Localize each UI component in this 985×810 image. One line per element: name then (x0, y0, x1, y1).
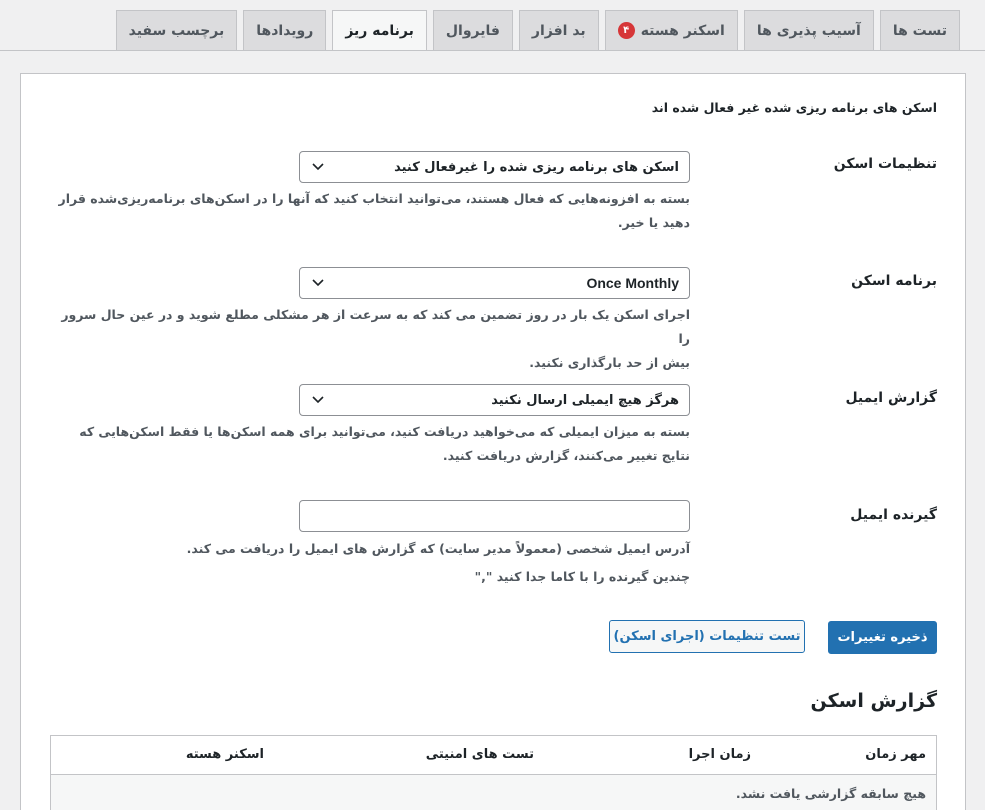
description-line: بیش از حد بارگذاری نکنید. (529, 355, 690, 370)
description-line: دهید یا خیر. (617, 215, 690, 230)
description-line: اجرای اسکن یک بار در روز تضمین می کند که به سرعت از هر مشکلی مطلع شوید و در عین حال سرور را (61, 307, 690, 346)
tab-label: بد افزار (531, 22, 586, 39)
column-header-run-time: زمان اجرا (688, 747, 751, 762)
description-line: بسته به میزان ایمیلی که می‌خواهید دریافت کنید، می‌توانید برای همه اسکن‌ها یا فقط اسکن‌هایی که (79, 424, 690, 439)
tab-vulnerabilities[interactable] (744, 10, 874, 50)
email-recipient-description (50, 537, 690, 589)
tab-firewall[interactable] (433, 10, 513, 50)
tab-events[interactable] (243, 10, 326, 50)
tab-divider (0, 50, 985, 51)
tab-label: فایروال (445, 22, 500, 39)
scan-settings-value: اسکن های برنامه ریزی شده را غیرفعال کنید (394, 159, 679, 175)
scan-schedule-description (50, 303, 690, 375)
column-header-security-tests: تست های امنیتی (425, 747, 534, 762)
table-header (51, 736, 936, 775)
email-report-label: گزارش ایمیل (845, 390, 937, 406)
tab-label: برچسب سفید (128, 22, 225, 39)
tab-label: اسکنر هسته (640, 22, 725, 39)
scan-report-table (50, 735, 937, 810)
description-line: نتایج تغییر می‌کنند، گزارش دریافت کنید. (442, 448, 690, 463)
column-header-core-scanner: اسکنر هسته (185, 747, 264, 762)
email-report-value: هرگز هیچ ایمیلی ارسال نکنید (491, 392, 679, 408)
tab-core-scanner[interactable] (605, 10, 738, 50)
email-report-description (50, 420, 690, 468)
tab-label: آسیب پذیری ها (756, 22, 861, 39)
email-report-select[interactable] (299, 384, 690, 416)
tab-label: تست ها (892, 22, 947, 39)
tab-whitelist[interactable] (116, 10, 238, 50)
table-row (51, 775, 936, 810)
column-header-timestamp: مهر زمان (865, 747, 926, 762)
scan-settings-label: تنظیمات اسکن (833, 156, 937, 172)
notification-badge: ۴ (618, 22, 635, 39)
tab-scheduler[interactable] (332, 10, 427, 51)
email-recipient-label: گیرنده ایمیل (850, 507, 937, 523)
disabled-notice: اسکن های برنامه ریزی شده غیر فعال شده اند (651, 100, 937, 115)
chevron-down-icon (312, 161, 324, 173)
scan-schedule-value: Once Monthly (586, 275, 679, 291)
tab-tests[interactable] (880, 10, 960, 50)
scan-settings-select[interactable] (299, 151, 690, 183)
test-settings-button[interactable]: تست تنظیمات (اجرای اسکن) (609, 620, 805, 653)
chevron-down-icon (312, 277, 324, 289)
scan-report-title: گزارش اسکن (810, 690, 937, 712)
scan-schedule-label: برنامه اسکن (851, 273, 937, 289)
empty-message: هیچ سابقه گزارشی یافت نشد. (735, 786, 926, 801)
description-line: آدرس ایمیل شخصی (معمولاً مدیر سایت) که گزارش های ایمیل را دریافت می کند. (186, 541, 690, 556)
chevron-down-icon (312, 394, 324, 406)
tab-bar (116, 10, 960, 51)
tab-label: برنامه ریز (345, 23, 414, 39)
save-changes-button[interactable]: ذخیره تغییرات (828, 621, 937, 654)
scan-settings-description (50, 187, 690, 235)
settings-panel (20, 73, 966, 810)
description-line: بسته به افزونه‌هایی که فعال هستند، می‌توانید انتخاب کنید که آنها را در اسکن‌های برنامه‌ریزی‌شده قرار (58, 191, 690, 206)
email-recipient-input[interactable] (299, 500, 690, 532)
tab-malware[interactable] (519, 10, 599, 50)
scan-schedule-select[interactable] (299, 267, 690, 299)
description-line: چندین گیرنده را با کاما جدا کنید "," (474, 569, 690, 584)
tab-label: رویدادها (256, 22, 314, 39)
